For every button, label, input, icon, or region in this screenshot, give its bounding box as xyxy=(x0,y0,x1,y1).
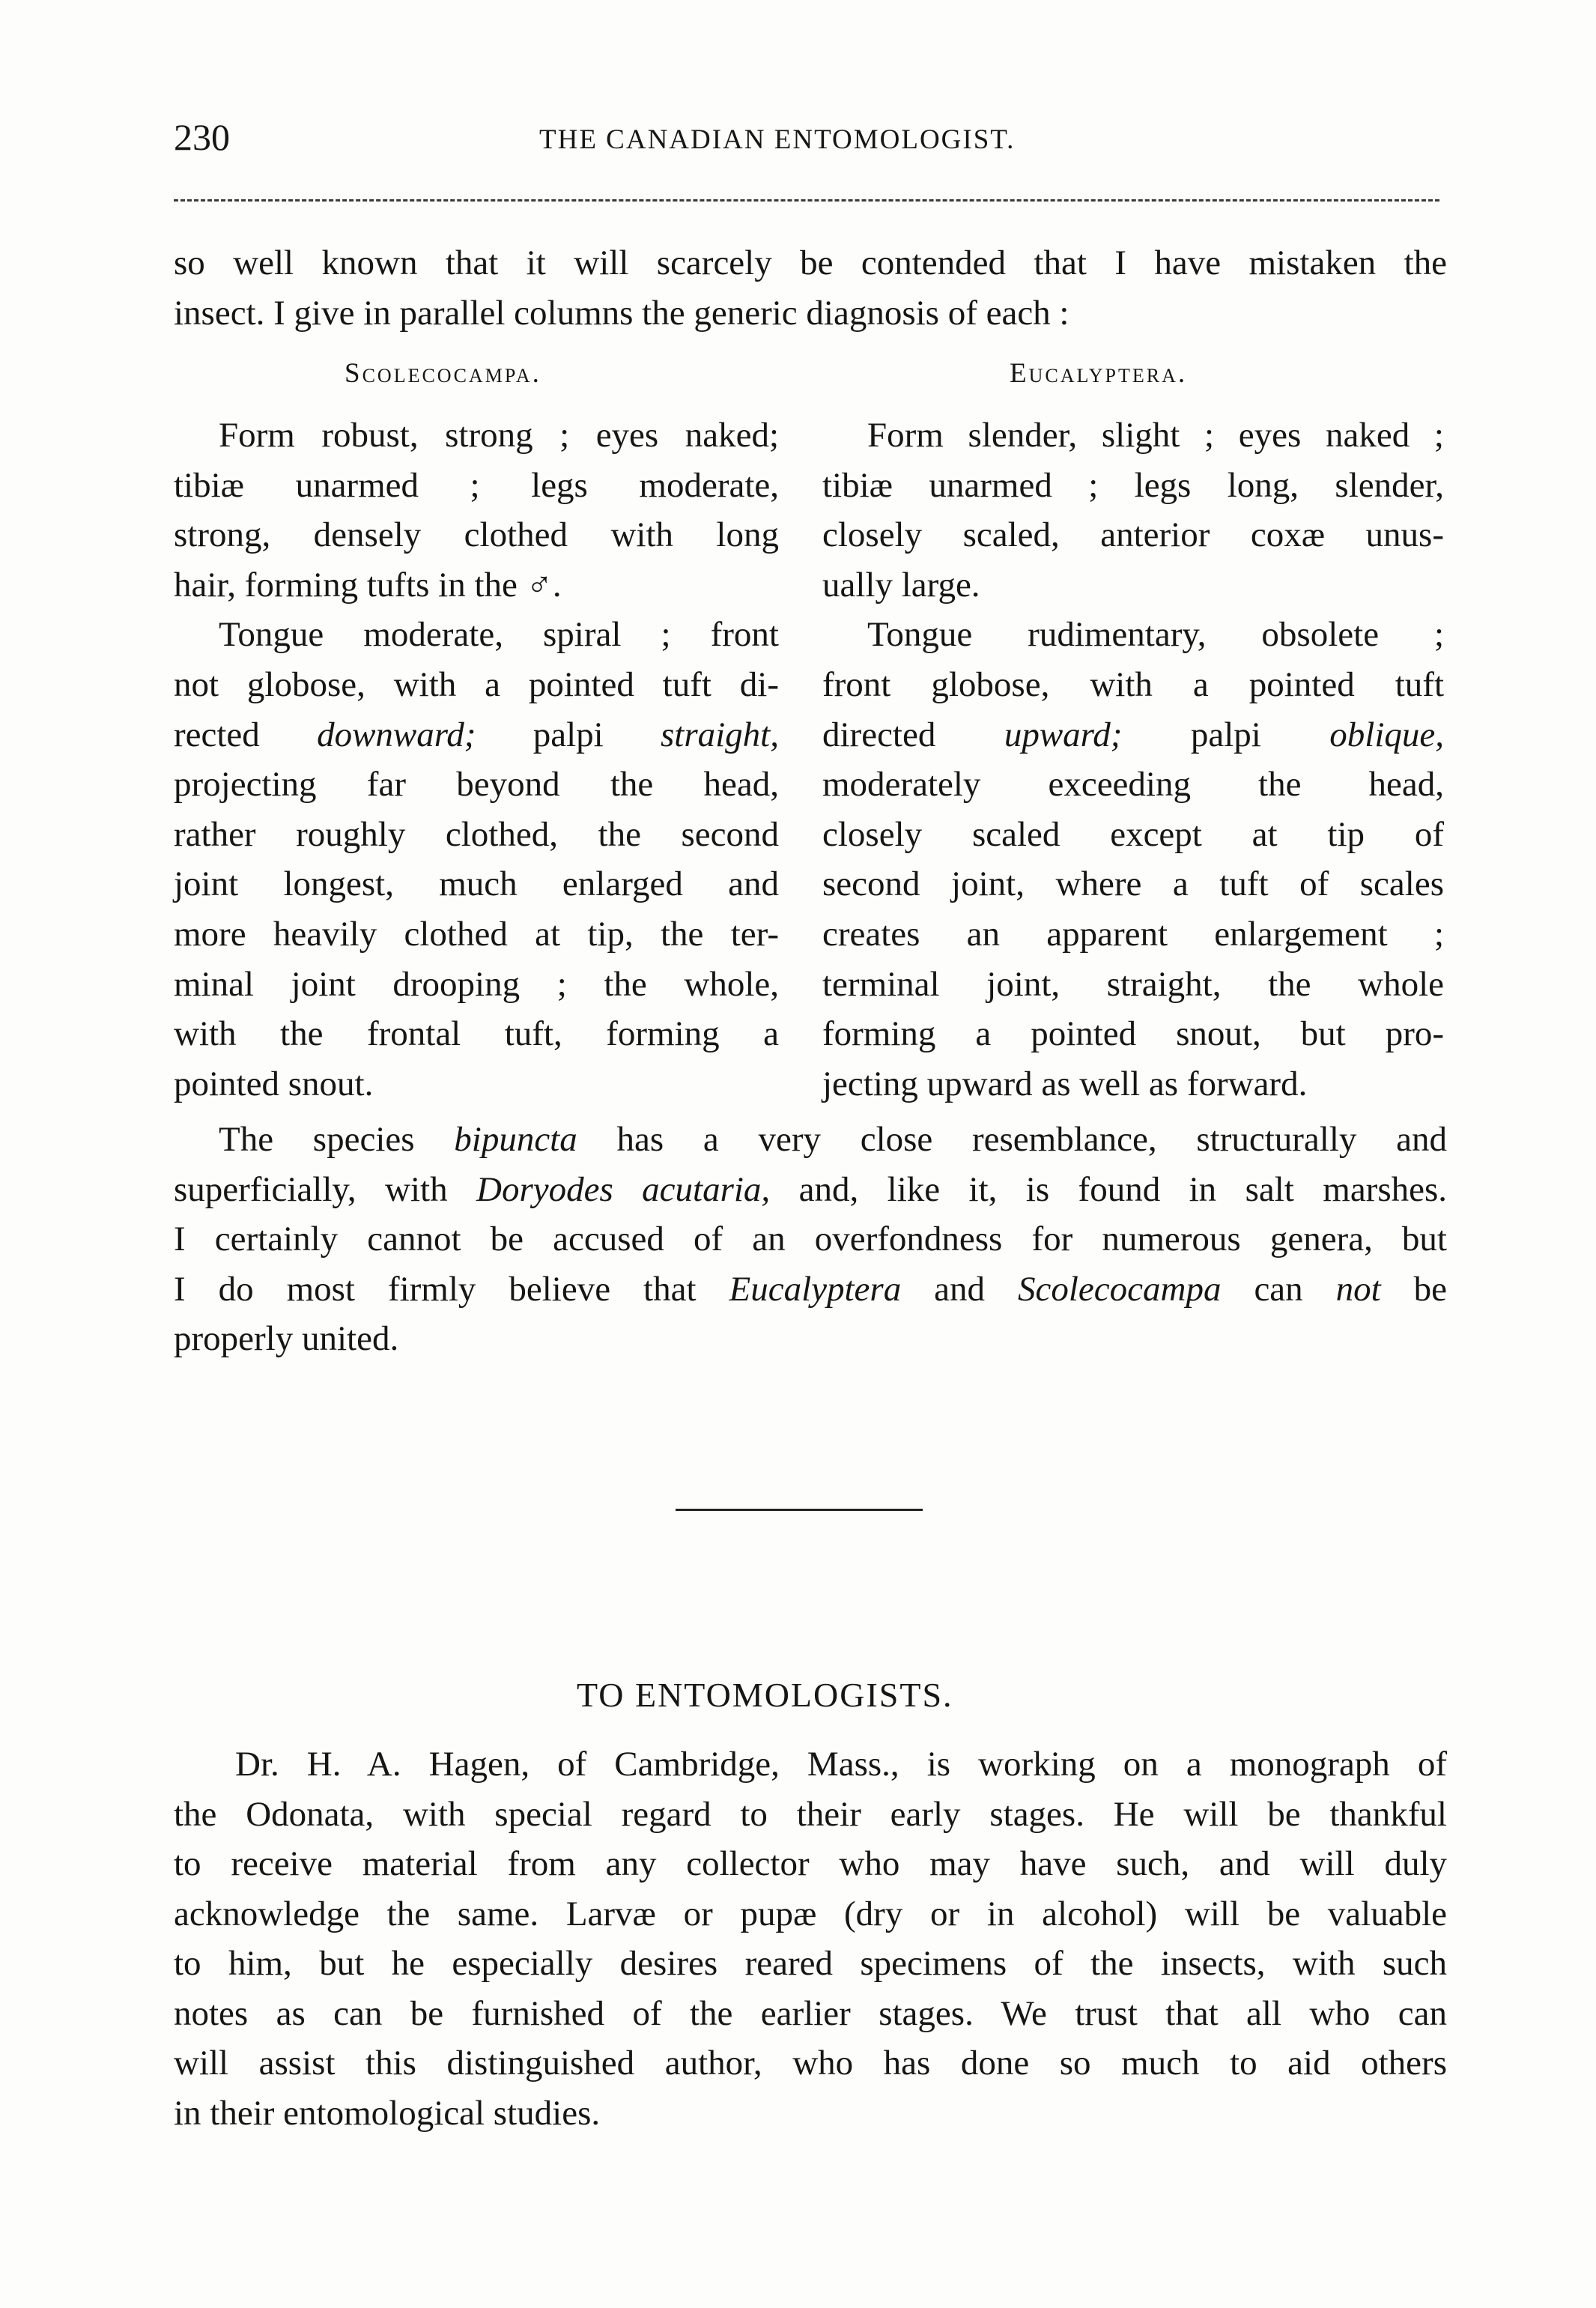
text-line: more heavily clothed at tip, the ter- xyxy=(174,914,779,954)
text-line: minal joint drooping ; the whole, xyxy=(174,964,779,1004)
text-line: closely scaled except at tip of xyxy=(822,814,1444,854)
text-line: in their entomological studies. xyxy=(174,2093,601,2133)
text-line: jecting upward as well as forward. xyxy=(822,1064,1308,1103)
text-line: with the frontal tuft, forming a xyxy=(174,1014,779,1054)
text-line: properly united. xyxy=(174,1319,399,1358)
text-line-mixed xyxy=(822,710,1444,760)
text-line-mixed xyxy=(174,1115,1447,1165)
text-line: acknowledge the same. Larvæ or pupæ (dry or in alcohol) will be valuable xyxy=(174,1894,1447,1933)
text-line: the Odonata, with special regard to their early stages. He will be thankful xyxy=(174,1794,1447,1834)
italic-run: Doryodes acutaria, xyxy=(476,1169,771,1209)
text-line: Tongue moderate, spiral ; front xyxy=(219,615,779,655)
text-line: front globose, with a pointed tuft xyxy=(822,664,1444,704)
right-column xyxy=(822,411,1444,1109)
text-line: moderately exceeding the head, xyxy=(822,765,1444,805)
text-line: to him, but he especially desires reared specimens of the insects, with such xyxy=(174,1944,1447,1983)
page-number: 230 xyxy=(174,116,230,158)
text-line: Tongue rudimentary, obsolete ; xyxy=(867,615,1444,655)
text-line: rather roughly clothed, the second xyxy=(174,814,779,854)
text-line: so well known that it will scarcely be contended that I have mistaken the xyxy=(174,243,1447,282)
text-line: to receive material from any collector who may have such, and will duly xyxy=(174,1844,1447,1883)
text-line: strong, densely clothed with long xyxy=(174,515,779,555)
closing-paragraph xyxy=(174,1115,1447,1364)
text-run: directed xyxy=(822,715,936,754)
text-run: be xyxy=(1413,1269,1448,1309)
italic-run: oblique, xyxy=(1329,715,1445,754)
section-title: TO ENTOMOLOGISTS. xyxy=(577,1676,953,1714)
text-line: notes as can be furnished of the earlier stages. We trust that all who can xyxy=(174,1993,1447,2033)
text-line-mixed xyxy=(174,1264,1447,1315)
left-column xyxy=(174,411,779,1109)
text-line: joint longest, much enlarged and xyxy=(174,864,779,904)
text-line: insect. I give in parallel columns the generic diagnosis of each : xyxy=(174,293,1069,333)
text-run: superficially, with xyxy=(174,1169,448,1209)
text-line: closely scaled, anterior coxæ unus- xyxy=(822,515,1444,555)
running-head: THE CANADIAN ENTOMOLOGIST. xyxy=(539,124,1016,155)
text-line: will assist this distinguished author, who has done so much to aid others xyxy=(174,2044,1447,2083)
text-line: pointed snout. xyxy=(174,1064,374,1103)
italic-run: upward; xyxy=(1004,715,1123,754)
italic-run: downward; xyxy=(317,715,476,754)
text-line: second joint, where a tuft of scales xyxy=(822,864,1444,904)
text-line: creates an apparent enlargement ; xyxy=(822,914,1444,954)
text-run: and, like it, is found in salt marshes. xyxy=(798,1169,1448,1209)
text-run: palpi xyxy=(532,715,604,754)
intro-paragraph xyxy=(174,238,1447,338)
header-rule xyxy=(174,199,1439,202)
text-line: tibiæ unarmed ; legs moderate, xyxy=(174,465,779,505)
text-run: can xyxy=(1254,1269,1303,1309)
text-line: projecting far beyond the head, xyxy=(174,765,779,805)
text-line: ually large. xyxy=(822,565,980,605)
italic-run: not xyxy=(1335,1269,1381,1309)
text-line-mixed xyxy=(174,710,779,760)
text-run: has a very close resemblance, structurally and xyxy=(616,1120,1447,1159)
italic-run: bipuncta xyxy=(454,1120,577,1159)
text-line: I certainly cannot be accused of an overfondness for numerous genera, but xyxy=(174,1220,1447,1259)
text-run: rected xyxy=(174,715,260,754)
italic-run: Eucalyptera xyxy=(729,1269,902,1309)
text-run: and xyxy=(934,1269,986,1309)
text-run: The species xyxy=(219,1120,415,1159)
text-line: terminal joint, straight, the whole xyxy=(822,964,1444,1004)
text-line: Form slender, slight ; eyes naked ; xyxy=(867,416,1444,455)
column-heading-scolecocampa: Scolecocampa. xyxy=(345,358,541,389)
text-line: hair, forming tufts in the ♂. xyxy=(174,565,562,605)
notice-paragraph xyxy=(174,1739,1447,2138)
text-line: Form robust, strong ; eyes naked; xyxy=(219,416,779,455)
italic-run: Scolecocampa xyxy=(1018,1269,1222,1309)
column-heading-eucalyptera: Eucalyptera. xyxy=(1010,358,1188,389)
italic-run: straight, xyxy=(660,715,779,754)
text-run: I do most firmly believe that xyxy=(174,1269,697,1309)
text-run: palpi xyxy=(1190,715,1261,754)
text-line: forming a pointed snout, but pro- xyxy=(822,1014,1444,1054)
section-rule xyxy=(676,1509,923,1511)
text-line: Dr. H. A. Hagen, of Cambridge, Mass., is working on a monograph of xyxy=(235,1745,1447,1784)
text-line: not globose, with a pointed tuft di- xyxy=(174,664,779,704)
text-line: tibiæ unarmed ; legs long, slender, xyxy=(822,465,1444,505)
text-line-mixed xyxy=(174,1165,1447,1215)
